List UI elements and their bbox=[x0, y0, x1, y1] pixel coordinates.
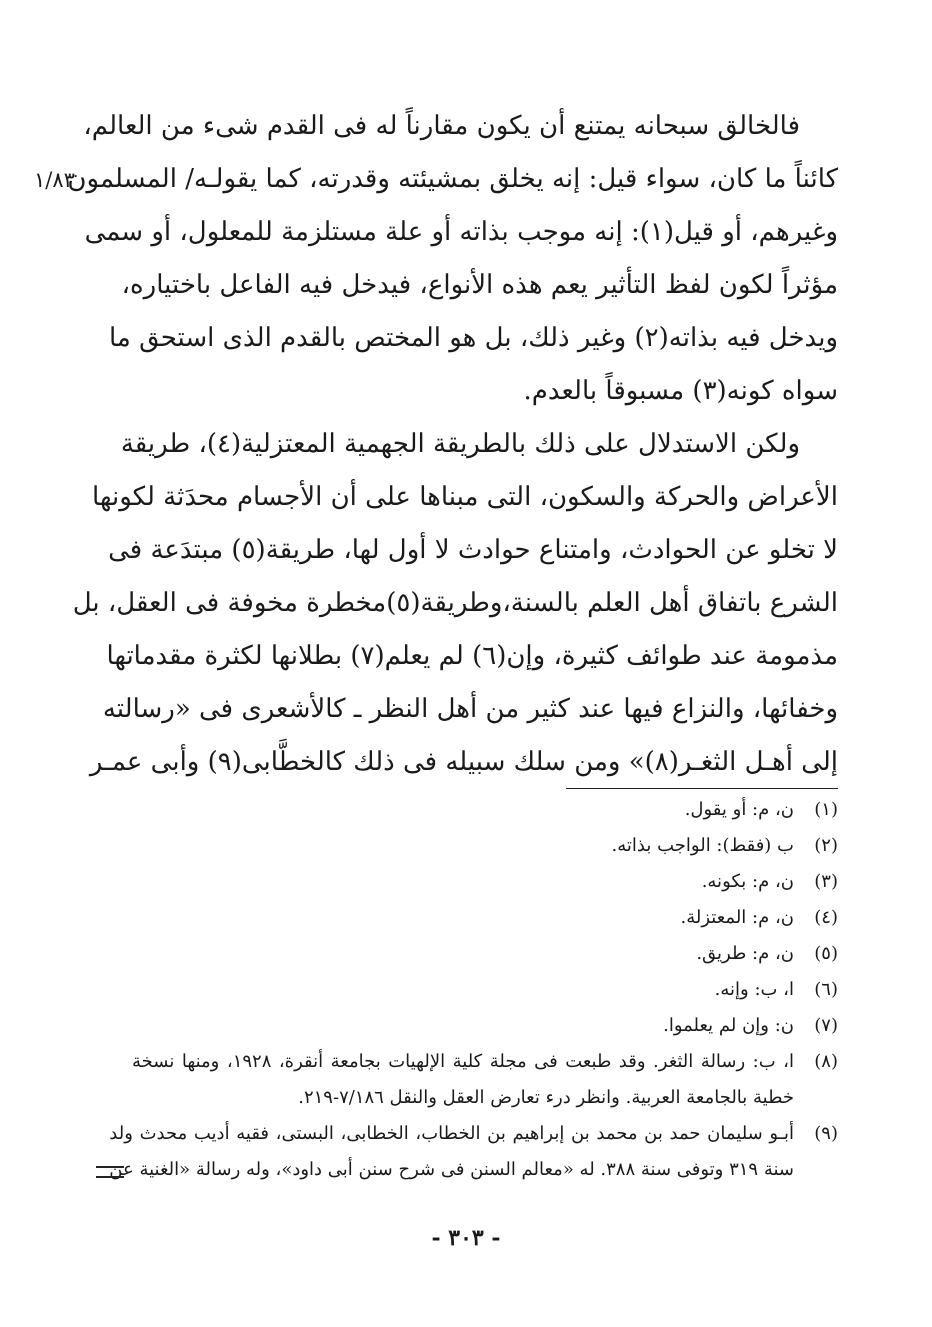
footnote-line: سنة ٣١٩ وتوفى سنة ٣٨٨. له «معالم السنن فى شرح سنن أبى داود»، وله رسالة «الغنية عن bbox=[109, 1159, 794, 1180]
text-line: لا تخلو عن الحوادث، وامتناع حوادث لا أول لها، طريقة(٥) مبتدَعة فى bbox=[108, 535, 838, 565]
footnote-text bbox=[132, 1044, 794, 1116]
footnote-number: (٢) bbox=[814, 835, 838, 856]
text-line: الشرع باتفاق أهل العلم بالسنة،وطريقة(٥)مخطرة مخوفة فى العقل، بل bbox=[72, 588, 838, 618]
text-line: إلى أهـل الثغـر(٨)» ومن سلك سبيله فى ذلك كالخطَّابى(٩) وأبى عمـر bbox=[89, 747, 838, 777]
footnote-number: (١) bbox=[814, 799, 838, 820]
footnote-number: (٦) bbox=[814, 979, 838, 1000]
footnote-number: (٤) bbox=[814, 907, 838, 928]
footnote-number: (٥) bbox=[814, 943, 838, 964]
footnote bbox=[132, 900, 838, 936]
footnote-text: ن، م: أو يقول. bbox=[684, 799, 794, 820]
footnote-line: خطية بالجامعة العربية. وانظر درء تعارض العقل والنقل ٧/١٨٦-٢١٩. bbox=[298, 1087, 794, 1108]
footnote-text: ب (فقط): الواجب بذاته. bbox=[611, 835, 794, 856]
footnote-line: ا، ب: رسالة الثغر. وقد طبعت فى مجلة كلية الإلهيات بجامعة أنقرة، ١٩٢٨، ومنها نسخة bbox=[132, 1051, 794, 1072]
footnote-line: أبـو سليمان حمد بن محمد بن إبراهيم بن الخطاب، الخطابى، البستى، فقيه أديب محدث ولد bbox=[109, 1123, 794, 1144]
footnote-text: ا، ب: وإنه. bbox=[714, 979, 794, 1000]
footnote-text: ن، م: طريق. bbox=[696, 943, 794, 964]
footnote bbox=[132, 864, 838, 900]
text-line: ويدخل فيه بذاته(٢) وغير ذلك، بل هو المختص بالقدم الذى استحق ما bbox=[108, 323, 838, 353]
footnote-text: ن، م: بكونه. bbox=[701, 871, 794, 892]
footnotes bbox=[109, 792, 838, 1188]
page-number: - ٣٠٣ - bbox=[431, 1225, 501, 1251]
footnote-number: (٨) bbox=[814, 1051, 838, 1072]
text-line: فالخالق سبحانه يمتنع أن يكون مقارناً له فى القدم شىء من العالم، bbox=[83, 111, 800, 141]
footnote bbox=[132, 828, 838, 864]
footnote bbox=[132, 1008, 838, 1044]
text-line: ولكن الاستدلال على ذلك بالطريقة الجهمية المعتزلية(٤)، طريقة bbox=[120, 429, 800, 459]
main-text bbox=[67, 100, 838, 789]
text-line: كائناً ما كان، سواء قيل: إنه يخلق بمشيئته وقدرته، كما يقولـه/ المسلمون bbox=[67, 164, 838, 194]
footnote-text bbox=[109, 1116, 794, 1188]
text-line: وغيرهم، أو قيل(١): إنه موجب بذاته أو علة مستلزمة للمعلول، أو سمى bbox=[84, 217, 838, 247]
footnote bbox=[132, 972, 838, 1008]
footnote-separator bbox=[566, 788, 838, 789]
text-line: الأعراض والحركة والسكون، التى مبناها على أن الأجسام محدَثة لكونها bbox=[92, 482, 838, 512]
footnote-number: (٧) bbox=[814, 1015, 838, 1036]
text-line: سواه كونه(٣) مسبوقاً بالعدم. bbox=[523, 376, 838, 406]
footnote-number: (٩) bbox=[814, 1123, 838, 1144]
margin-reference: ١/٨٣ bbox=[34, 168, 75, 192]
footnote bbox=[132, 792, 838, 828]
footnote bbox=[109, 1116, 838, 1188]
footnote bbox=[132, 1044, 838, 1116]
text-line: وخفائها، والنزاع فيها عند كثير من أهل النظر ـ كالأشعرى فى «رسالته bbox=[102, 694, 838, 724]
text-line: مؤثراً لكون لفظ التأثير يعم هذه الأنواع، فيدخل فيه الفاعل باختياره، bbox=[121, 270, 838, 300]
footnote bbox=[132, 936, 838, 972]
continuation-mark bbox=[96, 1166, 124, 1178]
footnote-number: (٣) bbox=[814, 871, 838, 892]
footnote-text: ن، م: المعتزلة. bbox=[680, 907, 794, 928]
text-line: مذمومة عند طوائف كثيرة، وإن(٦) لم يعلم(٧) بطلانها لكثرة مقدماتها bbox=[106, 641, 838, 671]
footnote-text: ن: وإن لم يعلموا. bbox=[663, 1015, 794, 1036]
